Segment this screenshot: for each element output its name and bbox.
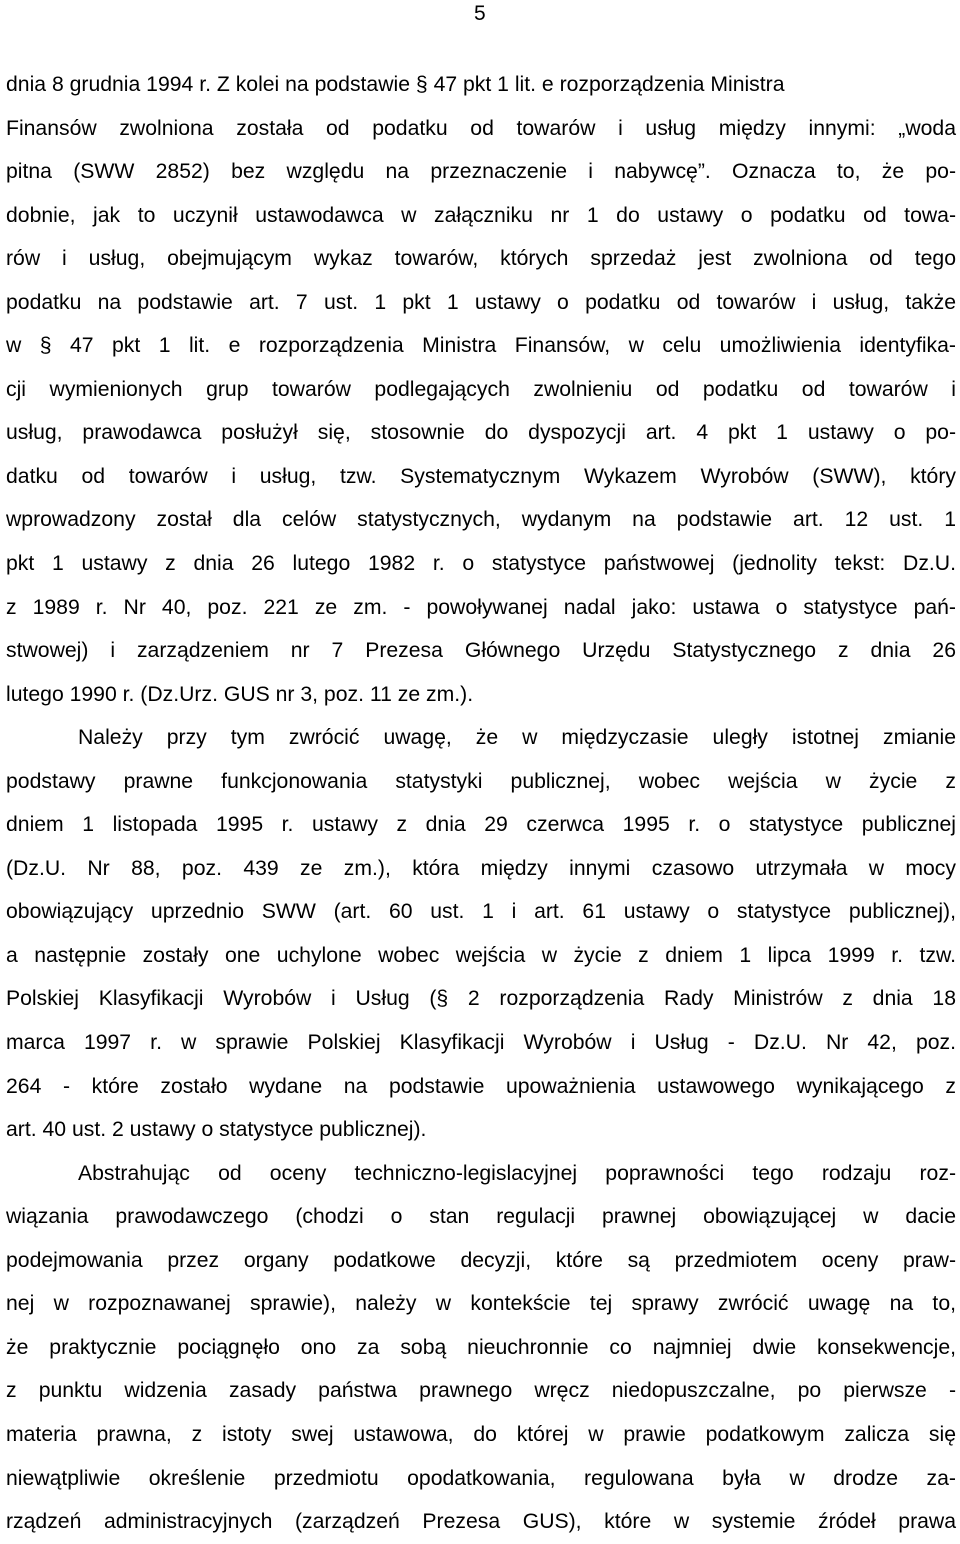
text-line: dnia 8 grudnia 1994 r. Z kolei na podstawie § 47 pkt 1 lit. e rozporządzenia Ministra — [6, 73, 785, 96]
text-line: art. 40 ust. 2 ustawy o statystyce publicznej). — [6, 1118, 427, 1142]
text-line: podejmowania przez organy podatkowe decyzji, które są przedmiotem oceny praw- — [6, 1248, 956, 1272]
text-line: Należy przy tym zwrócić uwagę, że w międzyczasie uległy istotnej zmianie — [78, 726, 956, 750]
document-body — [6, 63, 956, 1544]
text-line: Finansów zwolniona została od podatku od towarów i usług między innymi: „woda — [6, 116, 956, 140]
text-line: lutego 1990 r. (Dz.Urz. GUS nr 3, poz. 11 ze zm.). — [6, 682, 474, 706]
text-line: usług, prawodawca posłużył się, stosownie do dyspozycji art. 4 pkt 1 ustawy o po- — [6, 421, 956, 445]
text-line: Abstrahując od oceny techniczno-legislacyjnej poprawności tego rodzaju roz- — [78, 1161, 956, 1185]
text-line: niewątpliwie określenie przedmiotu opodatkowania, regulowana była w drodze za- — [6, 1466, 956, 1490]
text-line: 264 - które zostało wydane na podstawie upoważnienia ustawowego wynikającego z — [6, 1074, 956, 1098]
text-line: nej w rozpoznawanej sprawie), należy w kontekście tej sprawy zwrócić uwagę na to, — [6, 1292, 956, 1316]
text-line: pitna (SWW 2852) bez względu na przeznaczenie i nabywcę”. Oznacza to, że po- — [6, 160, 956, 184]
text-line: podstawy prawne funkcjonowania statystyki publicznej, wobec wejścia w życie z — [6, 769, 956, 793]
text-line: marca 1997 r. w sprawie Polskiej Klasyfikacji Wyrobów i Usług - Dz.U. Nr 42, poz. — [6, 1031, 956, 1055]
text-line: materia prawna, z istoty swej ustawowa, do której w prawie podatkowym zalicza się — [6, 1422, 956, 1446]
text-line: dniem 1 listopada 1995 r. ustawy z dnia 29 czerwca 1995 r. o statystyce publicznej — [6, 813, 956, 837]
text-line: podatku na podstawie art. 7 ust. 1 pkt 1 ustawy o podatku od towarów i usług, także — [6, 290, 956, 314]
text-line: stwowej) i zarządzeniem nr 7 Prezesa Głównego Urzędu Statystycznego z dnia 26 — [6, 639, 956, 663]
text-line: (Dz.U. Nr 88, poz. 439 ze zm.), która między innymi czasowo utrzymała w mocy — [6, 856, 956, 880]
text-line: dobnie, jak to uczynił ustawodawca w załączniku nr 1 do ustawy o podatku od towa- — [6, 203, 956, 227]
text-line: z punktu widzenia zasady państwa prawnego wręcz niedopuszczalne, po pierwsze - — [6, 1379, 956, 1403]
text-line: a następnie zostały one uchylone wobec wejścia w życie z dniem 1 lipca 1999 r. tzw. — [6, 943, 956, 967]
text-line: obowiązujący uprzednio SWW (art. 60 ust. 1 i art. 61 ustawy o statystyce publicznej), — [6, 900, 956, 924]
text-line: w § 47 pkt 1 lit. e rozporządzenia Ministra Finansów, w celu umożliwienia identyfika- — [6, 334, 956, 358]
text-line: Polskiej Klasyfikacji Wyrobów i Usług (§ 2 rozporządzenia Rady Ministrów z dnia 18 — [6, 987, 956, 1011]
text-line: że praktycznie pociągnęło ono za sobą nieuchronnie co najmniej dwie konsekwencje, — [6, 1335, 956, 1359]
text-line: wiązania prawodawczego (chodzi o stan regulacji prawnej obowiązującej w dacie — [6, 1205, 956, 1229]
text-line: rów i usług, obejmującym wykaz towarów, których sprzedaż jest zwolniona od tego — [6, 247, 956, 271]
text-line: datku od towarów i usług, tzw. Systematycznym Wykazem Wyrobów (SWW), który — [6, 464, 956, 488]
page-number: 5 — [474, 2, 486, 25]
text-line: z 1989 r. Nr 40, poz. 221 ze zm. - powoływanej nadal jako: ustawa o statystyce pań- — [6, 595, 956, 619]
text-line: wprowadzony został dla celów statystycznych, wydanym na podstawie art. 12 ust. 1 — [6, 508, 956, 532]
text-line: rządzeń administracyjnych (zarządzeń Prezesa GUS), które w systemie źródeł prawa — [6, 1510, 956, 1534]
text-line: cji wymienionych grup towarów podlegających zwolnieniu od podatku od towarów i — [6, 377, 956, 401]
text-line: pkt 1 ustawy z dnia 26 lutego 1982 r. o statystyce państwowej (jednolity tekst: Dz.U. — [6, 552, 956, 576]
